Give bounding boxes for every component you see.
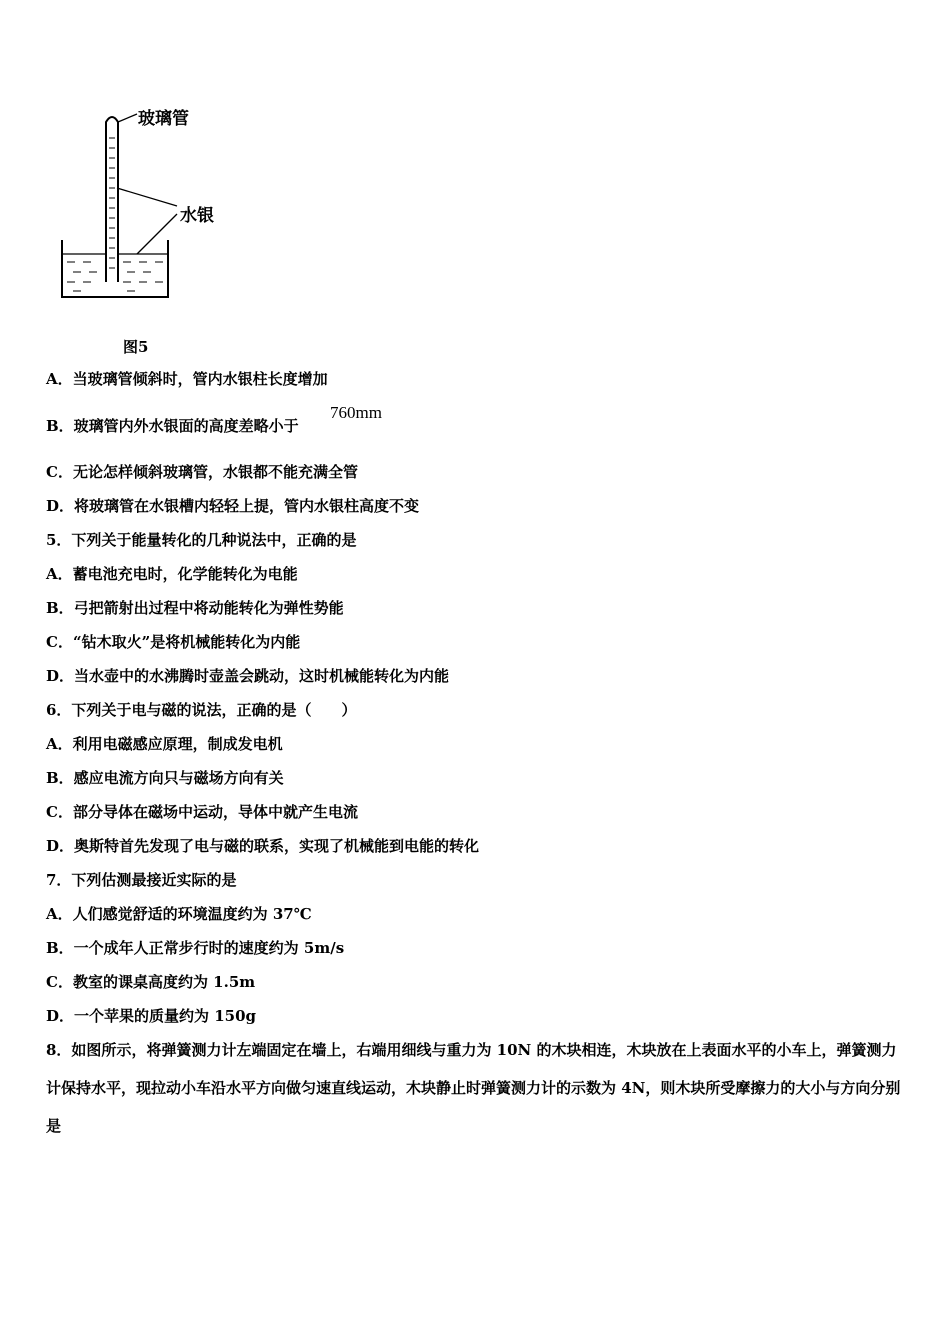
- q5-stem: 5．下列关于能量转化的几种说法中，正确的是: [46, 531, 357, 549]
- q4-option-b-unit: 760mm: [330, 403, 382, 422]
- leader-mercury-trough: [137, 214, 177, 254]
- q6-option-d: D．奥斯特首先发现了电与磁的联系，实现了机械能到电能的转化: [46, 837, 480, 855]
- q5-option-a: A．蓄电池充电时，化学能转化为电能: [46, 565, 298, 583]
- q6-option-a: A．利用电磁感应原理，制成发电机: [46, 735, 283, 753]
- label-mercury: 水银: [180, 206, 214, 226]
- q5-option-c: C．“钻木取火”是将机械能转化为内能: [46, 633, 301, 651]
- q6-option-b: B．感应电流方向只与磁场方向有关: [46, 769, 284, 787]
- q7-option-d: D．一个苹果的质量约为 150g: [46, 1007, 257, 1025]
- q6-stem: 6．下列关于电与磁的说法，正确的是（ ）: [46, 701, 357, 719]
- figure-barometer: [55, 100, 255, 305]
- q7-option-b: B．一个成年人正常步行时的速度约为 5m/s: [46, 939, 345, 957]
- q7-stem: 7．下列估测最接近实际的是: [46, 871, 237, 889]
- q5-option-d: D．当水壶中的水沸腾时壶盖会跳动，这时机械能转化为内能: [46, 667, 450, 685]
- leader-tube: [118, 114, 137, 122]
- q6-option-c: C．部分导体在磁场中运动，导体中就产生电流: [46, 803, 358, 821]
- q7-option-c: C．教室的课桌高度约为 1.5m: [46, 973, 256, 991]
- figure-caption: 图5: [123, 338, 149, 356]
- q4-option-b: B．玻璃管内外水银面的高度差略小于: [46, 417, 299, 435]
- q7-option-a: A．人们感觉舒适的环境温度约为 37℃: [46, 905, 312, 923]
- barometer-diagram: [55, 100, 255, 305]
- leader-mercury-column: [117, 188, 177, 206]
- glass-tube: [106, 117, 118, 282]
- q4-option-a: A．当玻璃管倾斜时，管内水银柱长度增加: [46, 370, 328, 388]
- q5-option-b: B．弓把箭射出过程中将动能转化为弹性势能: [46, 599, 344, 617]
- q4-option-c: C．无论怎样倾斜玻璃管，水银都不能充满全管: [46, 463, 358, 481]
- q4-option-d: D．将玻璃管在水银槽内轻轻上提，管内水银柱高度不变: [46, 497, 420, 515]
- q8-stem: 8．如图所示，将弹簧测力计左端固定在墙上，右端用细线与重力为 10N 的木块相连，木块放在上表面水平的小车上，弹簧测力计保持水平，现拉动小车沿水平方向做匀速直线运动，木块静止时弹簧测力计的示数为 4N，则木块所受摩擦力的大小与方向分别是: [46, 1041, 901, 1135]
- label-glass-tube: 玻璃管: [138, 109, 189, 129]
